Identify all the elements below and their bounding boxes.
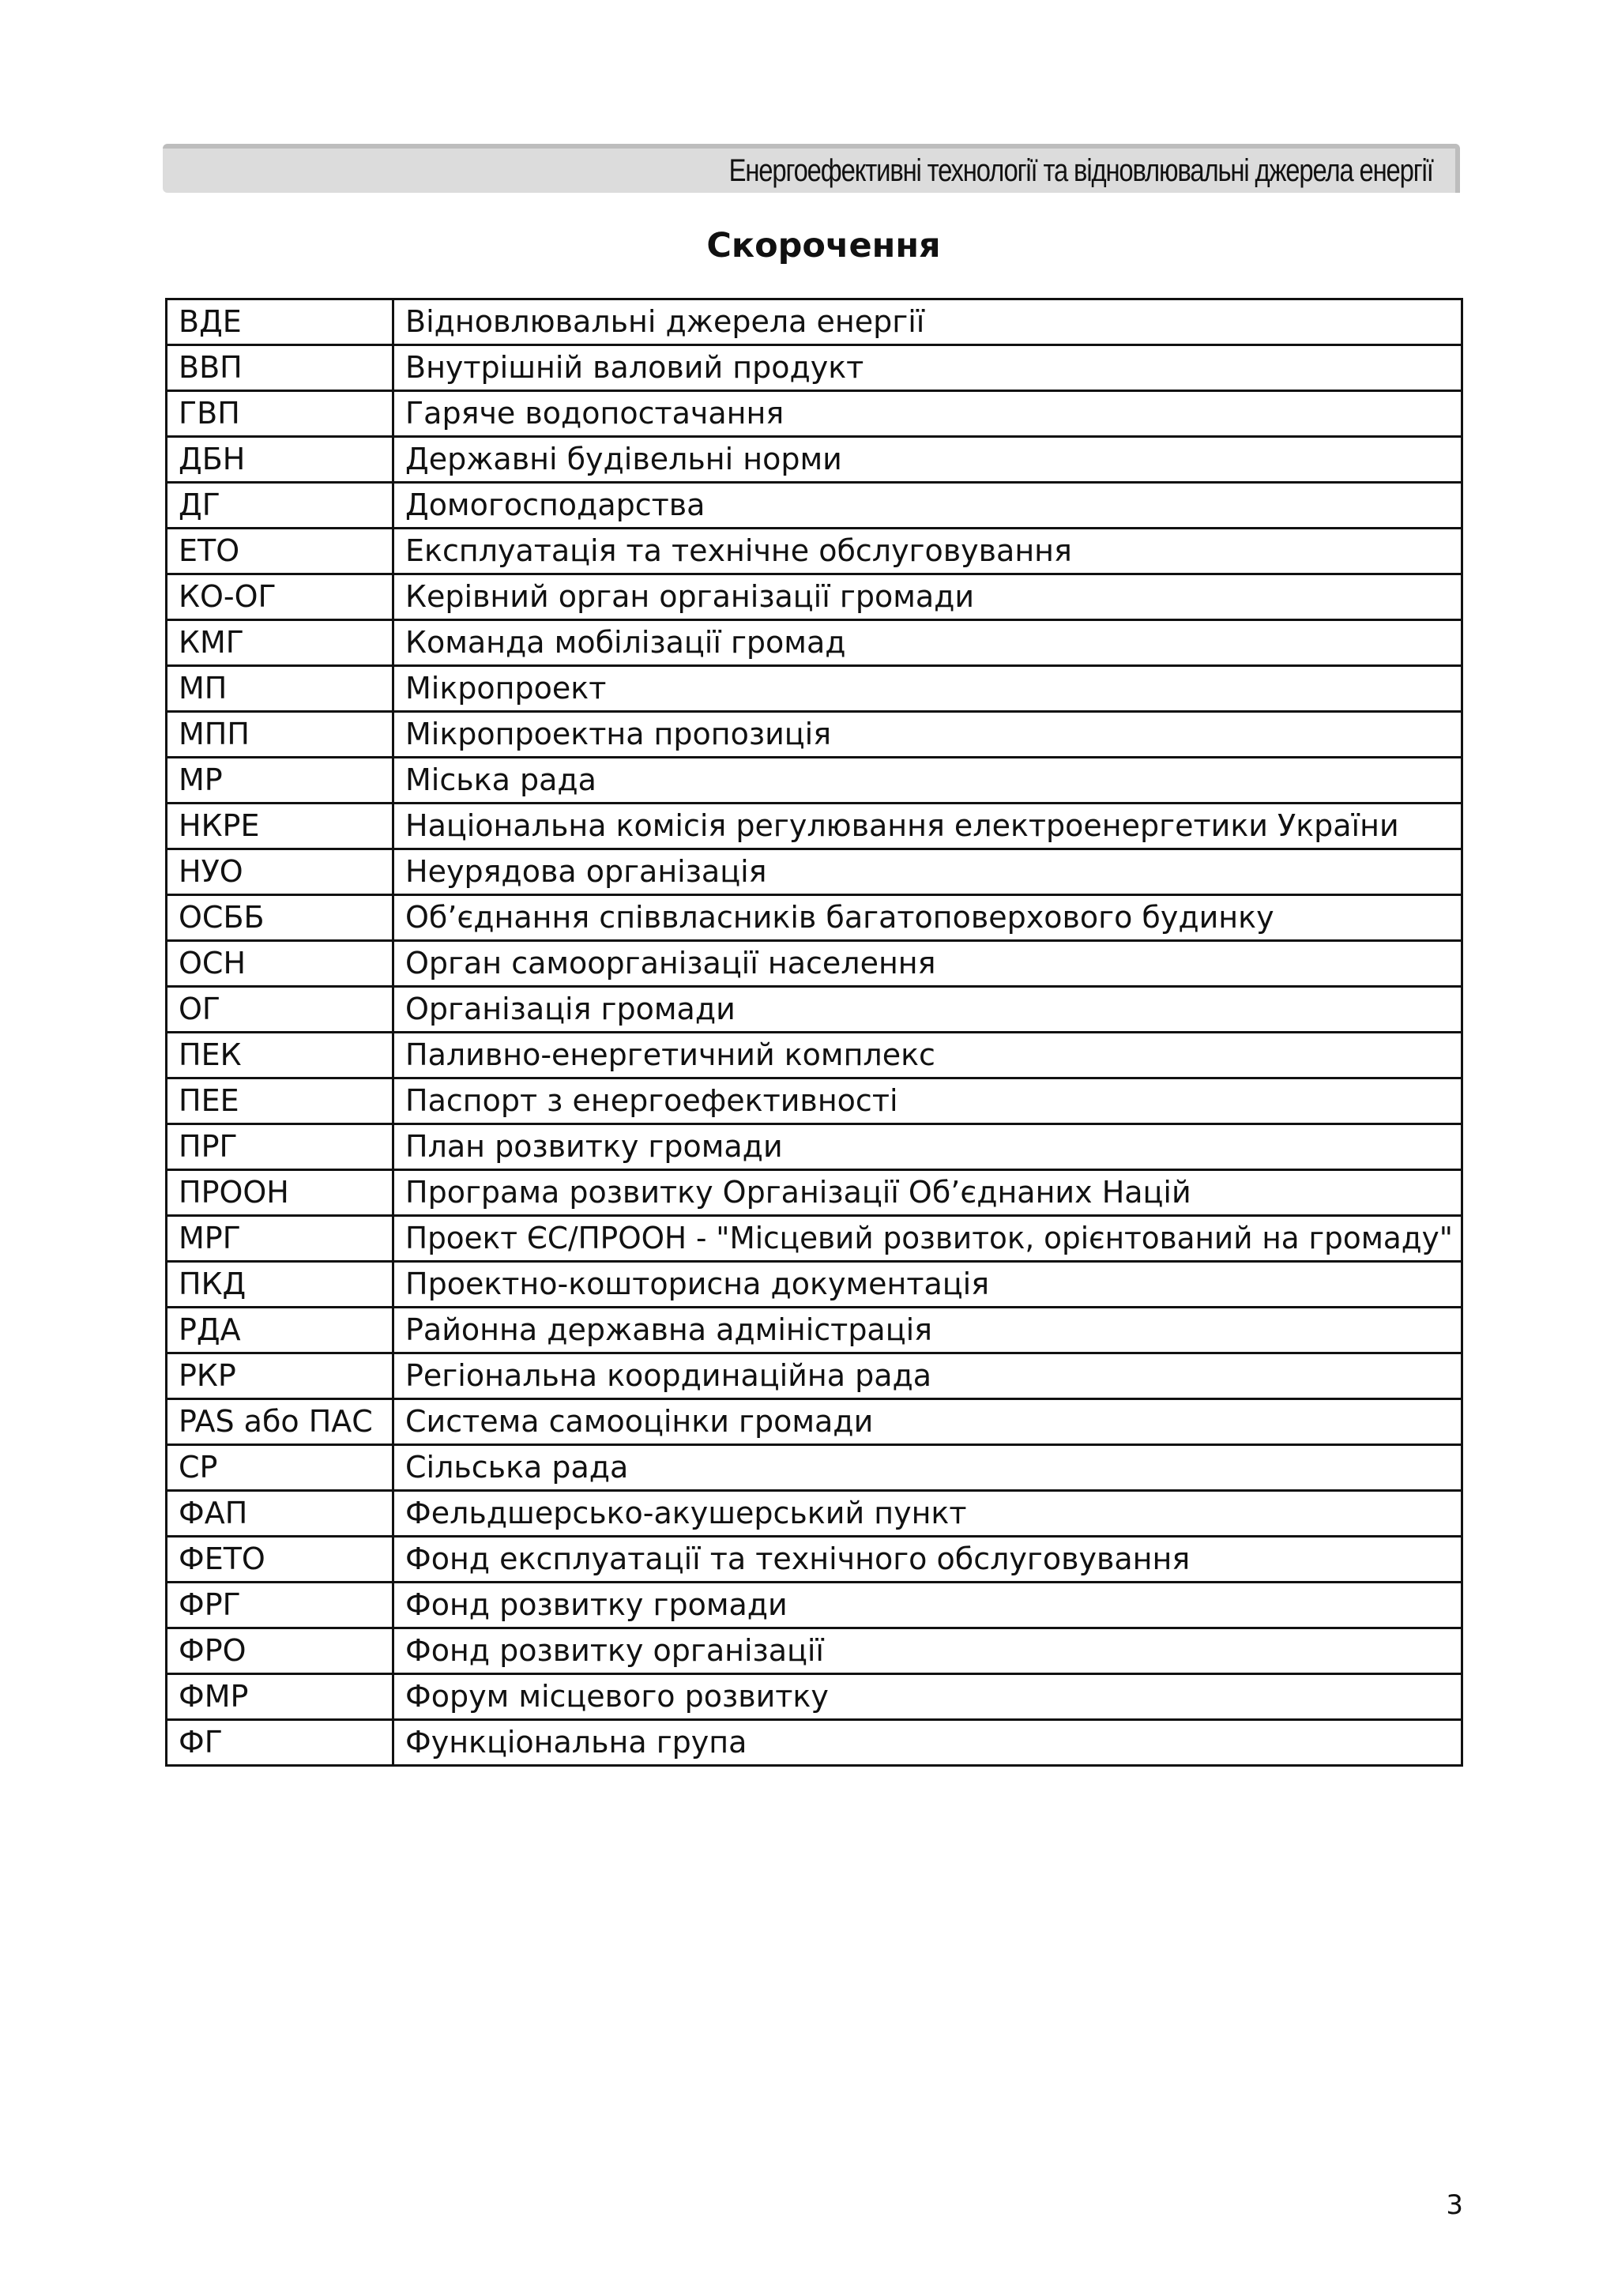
definition-text: Мікропроект [405, 671, 607, 706]
running-header-title: Енергоефективні технології та відновлювальні джерела енергії [728, 153, 1433, 188]
definition-cell [393, 1583, 1462, 1628]
definition-cell [393, 1353, 1462, 1399]
abbreviation-cell: НКРЕ [167, 804, 393, 849]
abbreviations-table [165, 298, 1463, 1767]
definition-text: Програма розвитку Організації Об’єднаних Націй [405, 1175, 1191, 1210]
definition-text: Гаряче водопостачання [405, 396, 785, 431]
definition-cell [393, 849, 1462, 895]
table-row [167, 391, 1462, 437]
table-row [167, 1170, 1462, 1216]
table-row [167, 574, 1462, 620]
abbreviation-cell: ОГ [167, 987, 393, 1033]
definition-text: Експлуатація та технічне обслуговування [405, 533, 1072, 568]
table-row [167, 1720, 1462, 1766]
definition-text: Міська рада [405, 762, 596, 797]
definition-text: Районна державна адміністрація [405, 1312, 933, 1347]
definition-cell [393, 299, 1462, 345]
table-row [167, 529, 1462, 574]
definition-cell [393, 574, 1462, 620]
abbreviation-cell: МРГ [167, 1216, 393, 1262]
abbreviation-cell: СР [167, 1445, 393, 1491]
abbreviation-cell: ФРГ [167, 1583, 393, 1628]
table-row [167, 483, 1462, 529]
abbreviations-table-body [167, 299, 1462, 1766]
table-row [167, 1353, 1462, 1399]
definition-cell [393, 1124, 1462, 1170]
definition-text: Система самооцінки громади [405, 1404, 874, 1439]
table-row [167, 1399, 1462, 1445]
definition-text: Фельдшерсько-акушерський пункт [405, 1496, 967, 1530]
page-number: 3 [1446, 2189, 1463, 2221]
running-header [163, 144, 1460, 193]
definition-text: Домогосподарства [405, 487, 706, 522]
definition-text: Об’єднання співвласників багатоповерхового будинку [405, 900, 1274, 935]
table-row [167, 1674, 1462, 1720]
page-title: Скорочення [706, 226, 941, 265]
table-row [167, 849, 1462, 895]
table-row [167, 1537, 1462, 1583]
definition-cell [393, 1308, 1462, 1353]
definition-text: Фонд розвитку громади [405, 1587, 788, 1622]
definition-text: Організація громади [405, 992, 736, 1026]
abbreviation-cell: МП [167, 666, 393, 712]
definition-cell [393, 758, 1462, 804]
abbreviation-cell: ПРООН [167, 1170, 393, 1216]
definition-text: Фонд експлуатації та технічного обслуговування [405, 1541, 1191, 1576]
table-row [167, 1583, 1462, 1628]
definition-text: Проектно-кошторисна документація [405, 1267, 990, 1301]
definition-cell [393, 1399, 1462, 1445]
table-row [167, 299, 1462, 345]
abbreviation-cell: ФРО [167, 1628, 393, 1674]
definition-cell [393, 895, 1462, 941]
abbreviation-cell: ПРГ [167, 1124, 393, 1170]
abbreviation-cell: ФМР [167, 1674, 393, 1720]
definition-cell [393, 1170, 1462, 1216]
definition-cell [393, 1491, 1462, 1537]
definition-text: Функціональна група [405, 1725, 747, 1760]
definition-cell [393, 483, 1462, 529]
definition-text: Національна комісія регулювання електроенергетики України [405, 808, 1399, 843]
table-row [167, 1491, 1462, 1537]
definition-text: Сільська рада [405, 1450, 629, 1485]
abbreviation-cell: ДГ [167, 483, 393, 529]
table-row [167, 620, 1462, 666]
definition-cell [393, 1628, 1462, 1674]
table-row [167, 1308, 1462, 1353]
abbreviation-cell: ДБН [167, 437, 393, 483]
abbreviation-cell: КМГ [167, 620, 393, 666]
table-row [167, 345, 1462, 391]
definition-cell [393, 1078, 1462, 1124]
definition-cell [393, 620, 1462, 666]
definition-cell [393, 1720, 1462, 1766]
table-row [167, 666, 1462, 712]
abbreviation-cell: МР [167, 758, 393, 804]
abbreviation-cell: ПЕЕ [167, 1078, 393, 1124]
abbreviation-cell: ФЕТО [167, 1537, 393, 1583]
definition-text: Неурядова організація [405, 854, 767, 889]
definition-cell [393, 712, 1462, 758]
definition-text: Команда мобілізації громад [405, 625, 846, 660]
definition-cell [393, 1262, 1462, 1308]
definition-cell [393, 1674, 1462, 1720]
definition-text: Форум місцевого розвитку [405, 1679, 829, 1714]
table-row [167, 1628, 1462, 1674]
definition-text: План розвитку громади [405, 1129, 783, 1164]
definition-cell [393, 804, 1462, 849]
abbreviation-cell: ПЕК [167, 1033, 393, 1078]
table-row [167, 712, 1462, 758]
table-row [167, 941, 1462, 987]
abbreviation-cell: PAS або ПАС [167, 1399, 393, 1445]
abbreviation-cell: ВВП [167, 345, 393, 391]
abbreviation-cell: ВДЕ [167, 299, 393, 345]
table-row [167, 895, 1462, 941]
table-row [167, 987, 1462, 1033]
definition-cell [393, 941, 1462, 987]
table-row [167, 1216, 1462, 1262]
definition-text: Відновлювальні джерела енергії [405, 304, 925, 339]
definition-text: Керівний орган організації громади [405, 579, 975, 614]
abbreviation-cell: РКР [167, 1353, 393, 1399]
definition-cell [393, 666, 1462, 712]
abbreviation-cell: КО-ОГ [167, 574, 393, 620]
definition-cell [393, 1033, 1462, 1078]
definition-cell [393, 1445, 1462, 1491]
definition-text: Мікропроектна пропозиція [405, 717, 832, 751]
abbreviation-cell: ЕТО [167, 529, 393, 574]
definition-text: Фонд розвитку організації [405, 1633, 824, 1668]
definition-text: Державні будівельні норми [405, 442, 842, 476]
table-row [167, 1124, 1462, 1170]
abbreviation-cell: ПКД [167, 1262, 393, 1308]
definition-cell [393, 437, 1462, 483]
table-row [167, 1262, 1462, 1308]
definition-cell [393, 529, 1462, 574]
definition-cell [393, 987, 1462, 1033]
abbreviation-cell: РДА [167, 1308, 393, 1353]
table-row [167, 758, 1462, 804]
definition-cell [393, 391, 1462, 437]
table-row [167, 1033, 1462, 1078]
abbreviation-cell: НУО [167, 849, 393, 895]
definition-text: Проект ЄС/ПРООН - "Місцевий розвиток, орієнтований на громаду" [405, 1221, 1453, 1255]
abbreviation-cell: ОСББ [167, 895, 393, 941]
table-row [167, 1445, 1462, 1491]
abbreviation-cell: ОСН [167, 941, 393, 987]
definition-text: Паспорт з енергоефективності [405, 1083, 898, 1118]
definition-text: Паливно-енергетичний комплекс [405, 1037, 935, 1072]
definition-cell [393, 1537, 1462, 1583]
definition-cell [393, 1216, 1462, 1262]
abbreviation-cell: ФАП [167, 1491, 393, 1537]
table-row [167, 1078, 1462, 1124]
abbreviation-cell: ФГ [167, 1720, 393, 1766]
abbreviation-cell: МПП [167, 712, 393, 758]
definition-cell [393, 345, 1462, 391]
table-row [167, 804, 1462, 849]
definition-text: Внутрішній валовий продукт [405, 350, 864, 385]
definition-text: Орган самоорганізації населення [405, 946, 936, 981]
table-row [167, 437, 1462, 483]
definition-text: Регіональна координаційна рада [405, 1358, 932, 1393]
abbreviation-cell: ГВП [167, 391, 393, 437]
